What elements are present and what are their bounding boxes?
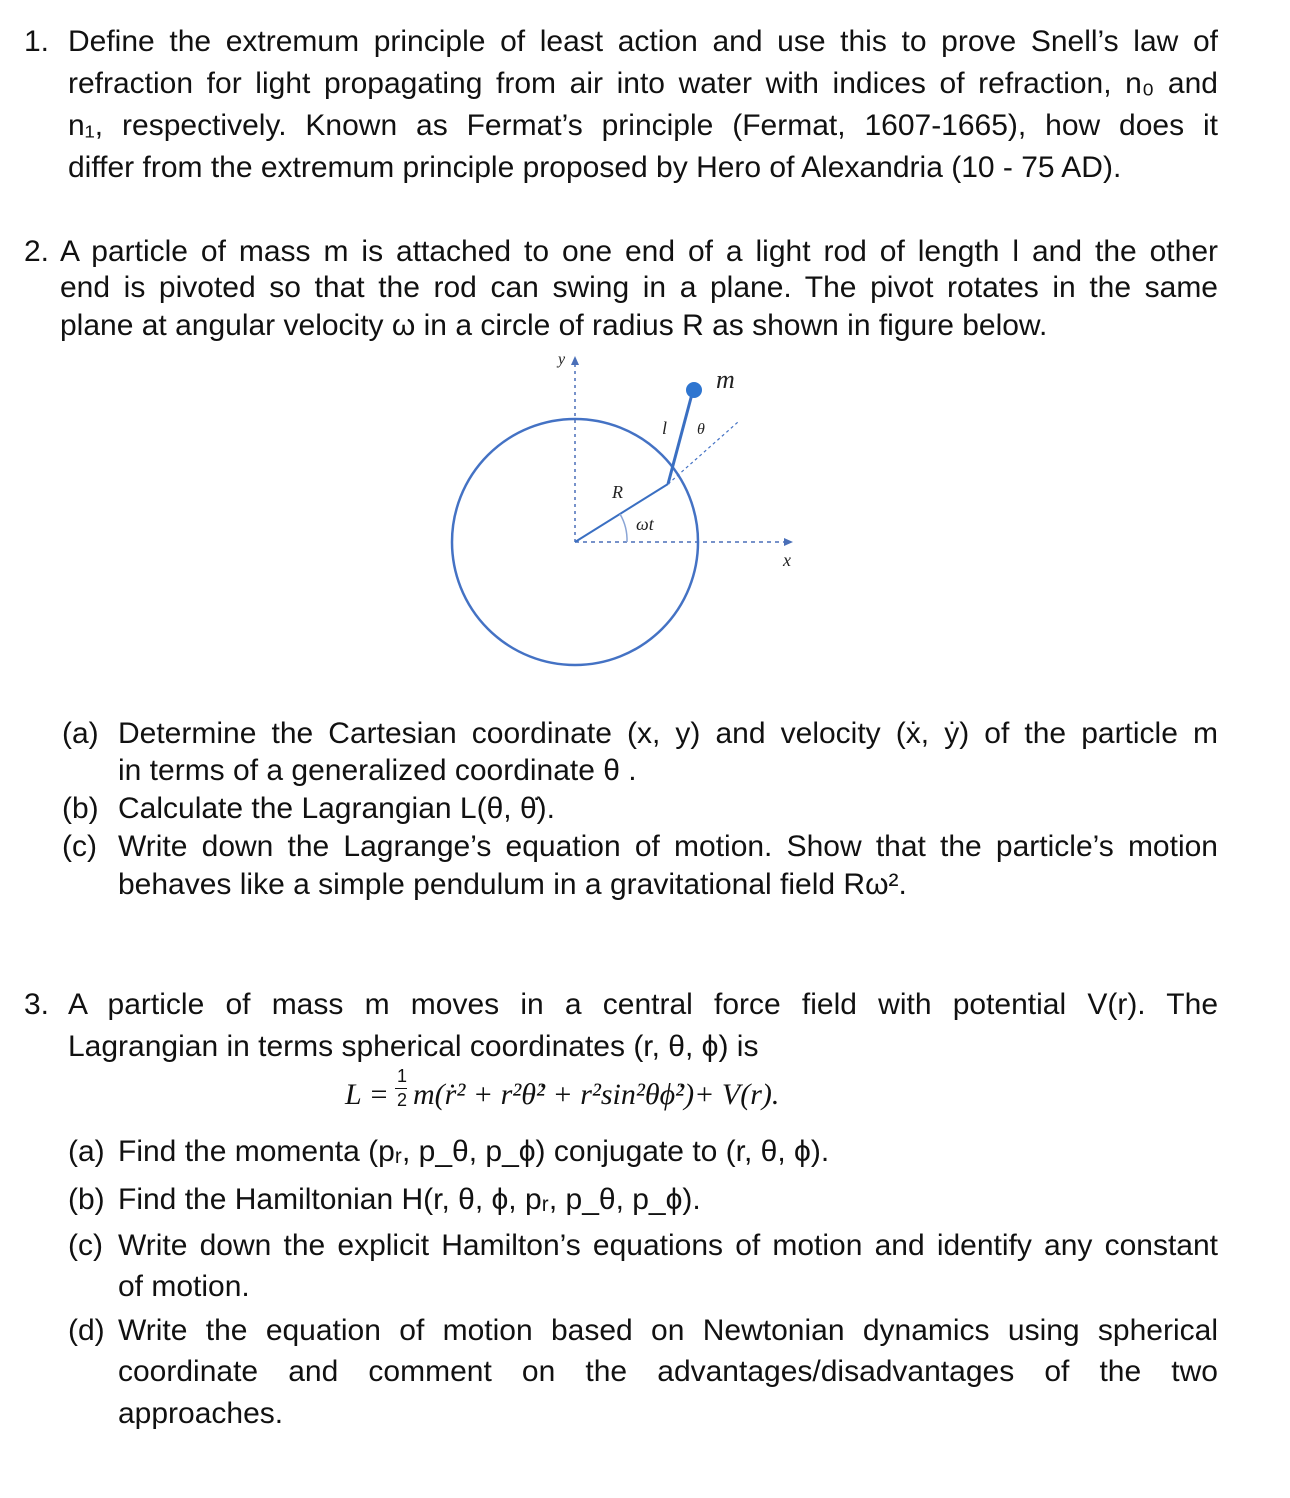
mass-point: [686, 382, 702, 398]
q3-part-c-line-1: Write down the explicit Hamilton’s equations of motion and identify any constant: [118, 1229, 1218, 1262]
rotating-pivot-pendulum-diagram: [400, 350, 820, 690]
q2-part-a-line-2: in terms of a generalized coordinate θ .: [118, 754, 637, 787]
angle-wt-label: ωt: [636, 514, 654, 534]
q3-part-d-line-3: approaches.: [118, 1397, 284, 1430]
question-2-line-1: A particle of mass m is attached to one end of a light rod of length l and the other: [60, 235, 1218, 268]
question-2-number: 2.: [24, 235, 50, 268]
q3-part-b-label: (b): [68, 1183, 105, 1216]
y-axis-arrow: [571, 356, 579, 365]
q2-part-a-line-1: Determine the Cartesian coordinate (x, y) and velocity (ẋ, ẏ) of the particle m: [118, 717, 1218, 750]
question-1-line-3: n₁, respectively. Known as Fermat’s principle (Fermat, 1607-1665), how does it: [68, 109, 1218, 142]
theta-label: θ: [697, 421, 705, 438]
q2-part-c-line-2: behaves like a simple pendulum in a gravitational field Rω².: [118, 868, 907, 901]
question-2-line-3: plane at angular velocity ω in a circle of radius R as shown in figure below.: [60, 309, 1048, 342]
question-1-line-2: refraction for light propagating from air into water with indices of refraction, n₀ and: [68, 67, 1218, 100]
question-2-line-2: end is pivoted so that the rod can swing in a plane. The pivot rotates in the same: [60, 271, 1218, 304]
question-3-line-2: Lagrangian in terms spherical coordinates (r, θ, ϕ) is: [68, 1030, 759, 1063]
q3-part-c-line-2: of motion.: [118, 1270, 250, 1303]
rod-length-label: l: [662, 418, 668, 438]
question-1-number: 1.: [24, 25, 50, 58]
q2-part-a-label: (a): [62, 717, 99, 750]
fraction-denominator: 2: [397, 1090, 408, 1110]
angle-wt-arc: [620, 514, 627, 542]
x-axis-label: x: [783, 550, 791, 570]
q2-part-c-line-1: Write down the Lagrange’s equation of motion. Show that the particle’s motion: [118, 830, 1218, 863]
q3-part-a-label: (a): [68, 1135, 105, 1168]
q3-part-a-line-1: Find the momenta (pᵣ, p_θ, p_ϕ) conjugate to (r, θ, ϕ).: [118, 1135, 830, 1168]
q3-part-d-line-1: Write the equation of motion based on Newtonian dynamics using spherical: [118, 1314, 1218, 1347]
q3-part-b-line-1: Find the Hamiltonian H(r, θ, ϕ, pᵣ, p_θ, p_ϕ).: [118, 1183, 701, 1216]
q2-part-b-label: (b): [62, 792, 99, 825]
mass-label: m: [716, 365, 735, 394]
radius-label: R: [612, 482, 623, 502]
rod-line: [668, 394, 692, 484]
y-axis-label: y: [558, 351, 566, 368]
question-3-line-1: A particle of mass m moves in a central force field with potential V(r). The: [68, 988, 1218, 1021]
q3-part-c-label: (c): [68, 1229, 103, 1262]
fraction-numerator: 1: [397, 1066, 408, 1086]
question-1-line-4: differ from the extremum principle proposed by Hero of Alexandria (10 - 75 AD).: [68, 151, 1122, 184]
q2-part-c-label: (c): [62, 830, 97, 863]
equation-rhs: m(ṙ² + r²θ̇² + r²sin²θϕ̇²)+ V(r).: [413, 1078, 780, 1111]
q3-part-d-line-2: coordinate and comment on the advantages/disadvantages of the two: [118, 1355, 1218, 1388]
x-axis-arrow: [784, 538, 793, 546]
q2-part-b-line-1: Calculate the Lagrangian L(θ, θ̇).: [118, 792, 555, 825]
q3-part-d-label: (d): [68, 1314, 105, 1347]
fraction-bar: [395, 1088, 407, 1089]
question-1-line-1: Define the extremum principle of least action and use this to prove Snell’s law of: [68, 25, 1218, 58]
question-3-number: 3.: [24, 988, 50, 1021]
equation-lhs: L =: [345, 1078, 389, 1111]
